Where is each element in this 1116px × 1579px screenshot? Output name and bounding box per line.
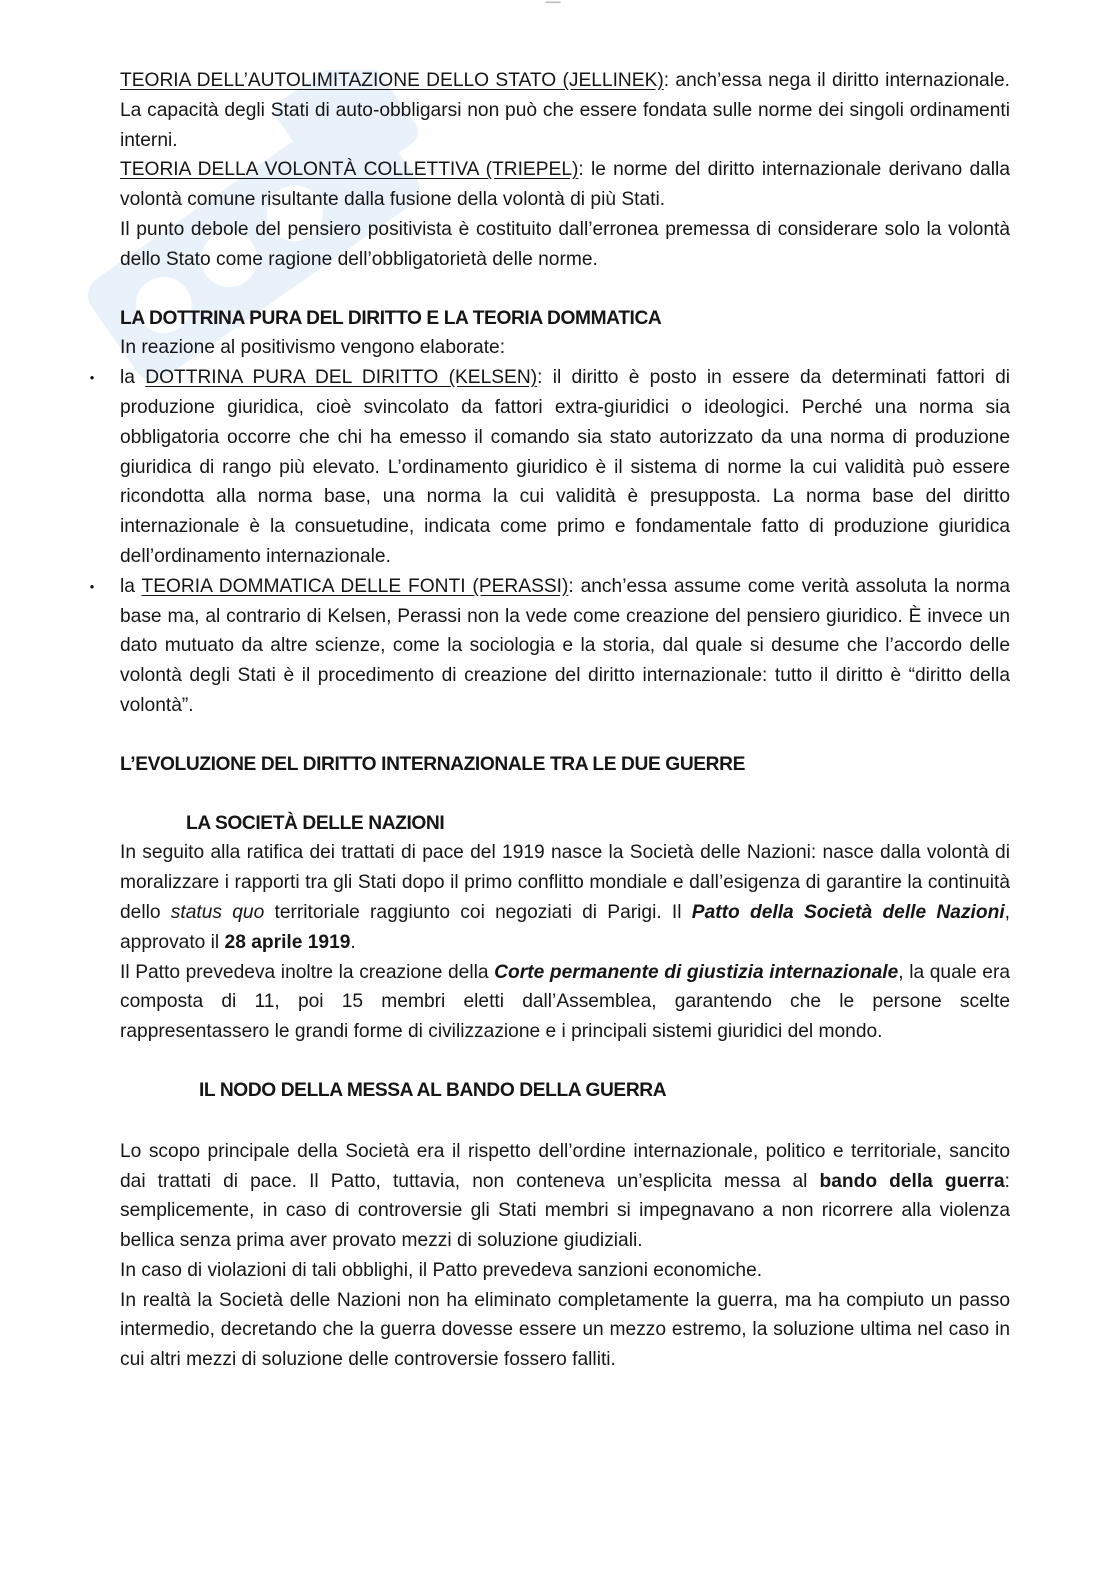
paragraph-triepel: [120, 155, 1010, 215]
text-run: : semplicemente, in caso di controversie gli Stati membri si impegnavano a non ricorrere alla violenza bellica senza prima aver provato mezzi di soluzione giudiziali.: [120, 1170, 1010, 1252]
theory-title-triepel: TEORIA DELLA VOLONTÀ COLLETTIVA (TRIEPEL): [120, 159, 579, 181]
emphasis-date: 28 aprile 1919: [224, 931, 351, 953]
page-header-mark: ▬▬▬: [545, 0, 561, 5]
text-run: .: [350, 931, 356, 953]
emphasis-corte: Corte permanente di giustizia internazionale: [494, 961, 899, 983]
list-item-prefix: la: [120, 367, 146, 389]
text-run: , approvato il: [120, 901, 1010, 953]
list-item-prefix: la: [120, 575, 142, 597]
paragraph-scopo: [120, 1137, 1010, 1256]
theories-list: [89, 363, 1011, 721]
italic-text-status-quo: status quo: [170, 901, 265, 923]
paragraph-jellinek: [120, 66, 1010, 155]
section-heading-nodo: IL NODO DELLA MESSA AL BANDO DELLA GUERRA: [199, 1079, 667, 1101]
paragraph-conclusione: In realtà la Società delle Nazioni non ha eliminato completamente la guerra, ma ha compiuto un passo intermedio, decretando che la guerra dovesse essere un mezzo estremo, la soluzione ultima nel caso in cui altri mezzi di soluzione delle controversie fossero falliti.: [120, 1289, 1010, 1371]
list-item-perassi: [89, 572, 1011, 721]
section-heading-societa: LA SOCIETÀ DELLE NAZIONI: [186, 812, 445, 834]
text-run: Il Patto prevedeva inoltre la creazione della: [120, 961, 495, 983]
theory-title-perassi: TEORIA DOMMATICA DELLE FONTI (PERASSI): [141, 575, 569, 597]
bullet-dot: •: [89, 578, 95, 594]
text-run: territoriale raggiunto coi negoziati di Parigi. Il: [264, 901, 692, 923]
emphasis-patto: Patto della Società delle Nazioni: [691, 901, 1005, 923]
theory-title-kelsen: DOTTRINA PURA DEL DIRITTO (KELSEN): [145, 367, 538, 389]
text-run: , la quale era composta di 11, poi 15 membri eletti dall’Assemblea, garantendo che le persone scelte rappresentassero le grandi forme di civilizzazione e i principali sistemi giuridici del mondo.: [120, 961, 1011, 1043]
text-run: In seguito alla ratifica dei trattati di pace del 1919 nasce la Società delle Nazioni: nasce dalla volontà di moralizzare i rapporti tra gli Stati dopo il primo conflitto mondiale e dall’esigenza di garantire la continuità dello: [120, 842, 1010, 923]
list-item-text: : il diritto è posto in essere da determinati fattori di produzione giuridica, cioè svincolato da fattori extra-giuridici o ideologici. Perché una norma sia obbligatoria occorre che chi ha emesso il comando sia stato autorizzato da una norma di produzione giuridica di rango più elevato. L’ordinamento giuridico è il sistema di norme la cui validità può essere ricondotta alla norma base, una norma la cui validità è presupposta. La norma base del diritto internazionale è la consuetudine, indicata come primo e fondamentale fatto di produzione giuridica dell’ordinamento internazionale.: [120, 367, 1010, 567]
document-body: [89, 66, 1011, 1375]
paragraph-sanzioni: In caso di violazioni di tali obblighi, il Patto prevedeva sanzioni economiche.: [120, 1259, 763, 1281]
paragraph-positivism-weakness: Il punto debole del pensiero positivista è costituito dall’erronea premessa di considerare solo la volontà dello Stato come ragione dell’obbligatorietà delle norme.: [120, 218, 1010, 270]
text-run: Lo scopo principale della Società era il rispetto dell’ordine internazionale, politico e territoriale, sancito dai trattati di pace. Il Patto, tuttavia, non conteneva un’esplicita messa al: [120, 1140, 1010, 1192]
list-item-text: : anch’essa assume come verità assoluta la norma base ma, al contrario di Kelsen, Perassi non la vede come creazione del pensiero giuridico. È invece un dato mutuato da altre scienze, come la sociologia e la storia, dal quale si desume che l’accordo delle volontà degli Stati è il procedimento di creazione del diritto internazionale: tutto il diritto è “diritto della volontà”.: [120, 575, 1011, 716]
paragraph-text: : anch’essa nega il diritto internazionale. La capacità degli Stati di auto-obbligarsi non può che essere fondata sulle norme dei singoli ordinamenti interni.: [120, 70, 1010, 151]
paragraph-societa-origin: [120, 838, 1010, 957]
section-heading-evoluzione: L’EVOLUZIONE DEL DIRITTO INTERNAZIONALE TRA LE DUE GUERRE: [120, 753, 745, 775]
paragraph-intro-reaction: In reazione al positivismo vengono elaborate:: [120, 337, 506, 359]
bullet-dot: •: [89, 370, 95, 386]
paragraph-text: : le norme del diritto internazionale derivano dalla volontà comune risultante dalla fusione della volontà di più Stati.: [120, 159, 1010, 211]
emphasis-bando: bando della guerra: [819, 1170, 1005, 1192]
theory-title-jellinek: TEORIA DELL’AUTOLIMITAZIONE DELLO STATO (JELLINEK): [120, 70, 664, 91]
section-heading-dottrina: LA DOTTRINA PURA DEL DIRITTO E LA TEORIA DOMMATICA: [120, 307, 662, 329]
list-item-kelsen: [89, 363, 1010, 572]
paragraph-corte-permanente: [120, 958, 1010, 1047]
